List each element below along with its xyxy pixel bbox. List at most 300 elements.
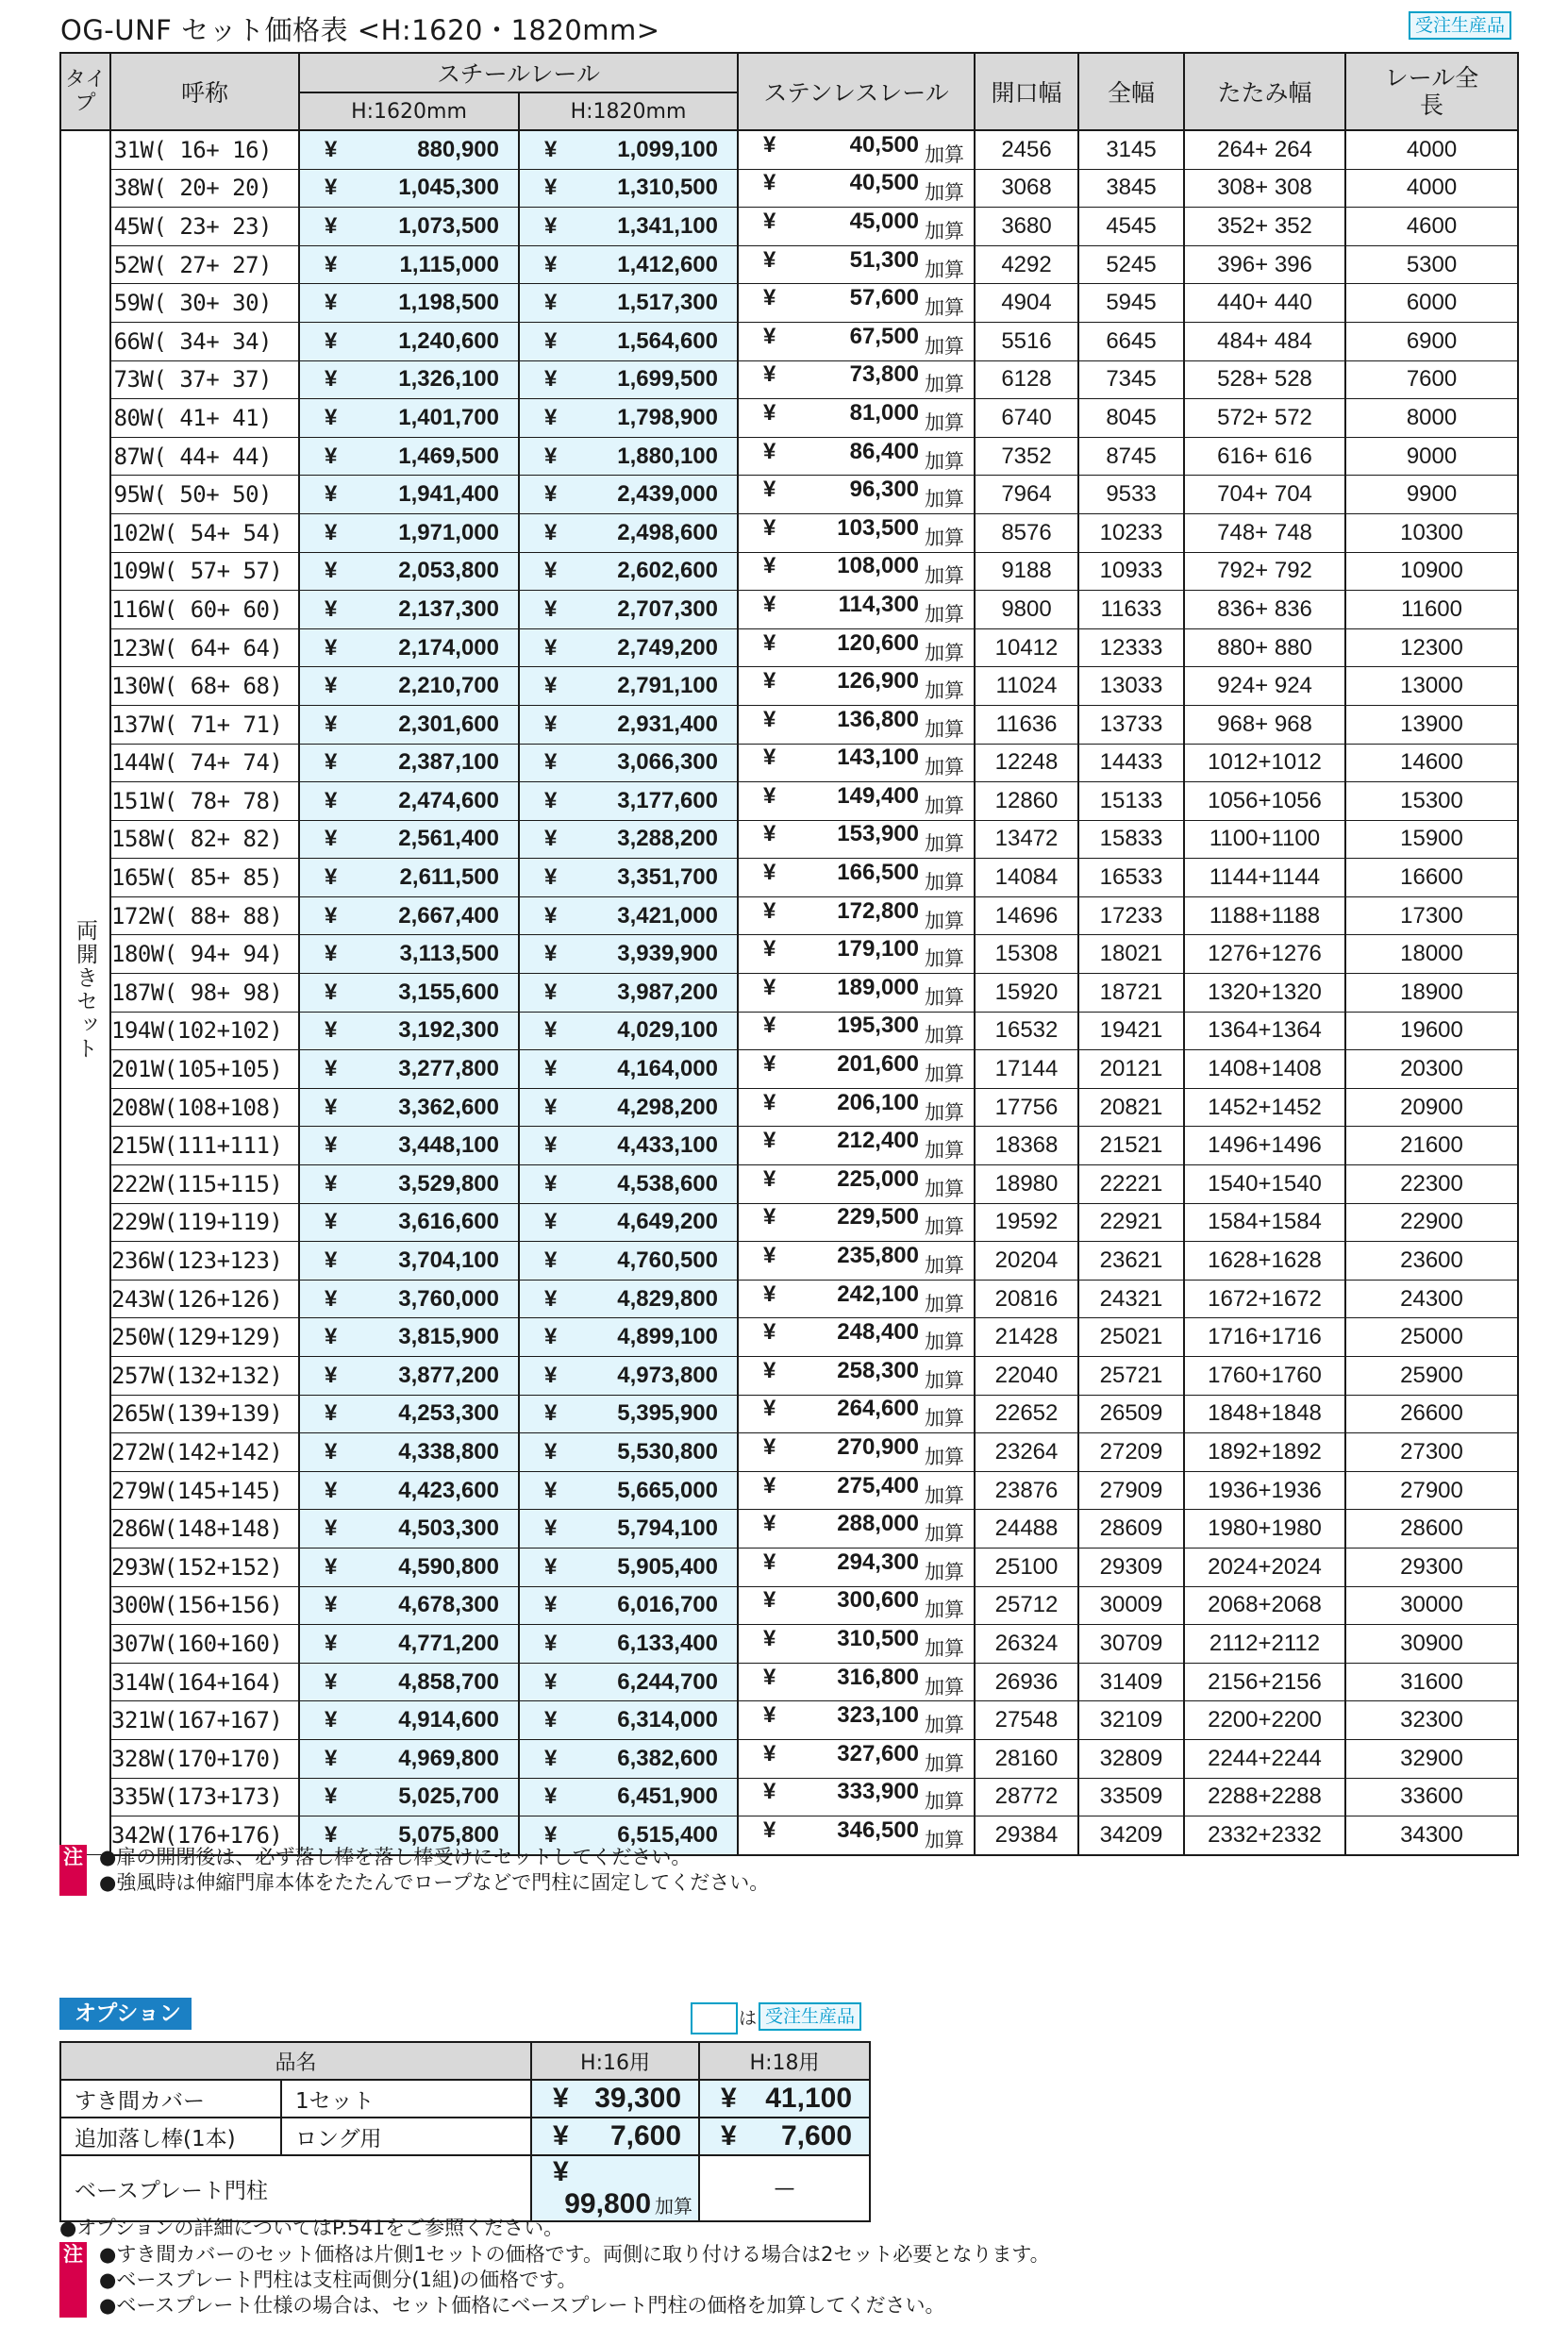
- folded-width: 968+ 968: [1184, 705, 1345, 744]
- rail-length: 9900: [1345, 476, 1518, 514]
- model-name: 307W(160+160): [110, 1625, 299, 1664]
- opt-spec: 1セット: [281, 2080, 531, 2118]
- total-width: 10933: [1078, 552, 1184, 591]
- folded-width: 2112+2112: [1184, 1625, 1345, 1664]
- total-width: 11633: [1078, 591, 1184, 629]
- stainless-addon: ¥ 加算 264,600: [738, 1395, 975, 1433]
- folded-width: 1012+1012: [1184, 744, 1345, 782]
- price-h1620: ¥ 3,277,800: [299, 1050, 519, 1089]
- price-h1820: ¥ 2,931,400: [519, 705, 738, 744]
- total-width: 32109: [1078, 1701, 1184, 1740]
- rail-length: 6900: [1345, 322, 1518, 360]
- price-h1620: ¥ 2,387,100: [299, 744, 519, 782]
- opening-width: 17144: [975, 1050, 1078, 1089]
- rail-length: 13900: [1345, 705, 1518, 744]
- price-h1620: ¥ 4,969,800: [299, 1739, 519, 1778]
- stainless-addon: ¥ 加算 51,300: [738, 245, 975, 284]
- stainless-addon: ¥ 加算 333,900: [738, 1778, 975, 1816]
- opening-width: 22040: [975, 1357, 1078, 1396]
- note-line: ●すき間カバーのセット価格は片側1セットの価格です。両側に取り付ける場合は2セット必要となります。: [99, 2243, 1050, 2266]
- total-width: 27209: [1078, 1433, 1184, 1472]
- opening-width: 23876: [975, 1471, 1078, 1510]
- price-h1820: ¥ 3,177,600: [519, 782, 738, 821]
- price-h1820: ¥ 2,439,000: [519, 476, 738, 514]
- rail-length: 22900: [1345, 1203, 1518, 1242]
- rail-length: 25000: [1345, 1318, 1518, 1357]
- table-row: [60, 437, 1518, 476]
- opt-spec: ロング用: [281, 2118, 531, 2155]
- folded-width: 1584+1584: [1184, 1203, 1345, 1242]
- folded-width: 264+ 264: [1184, 130, 1345, 169]
- price-h1820: ¥ 3,421,000: [519, 896, 738, 935]
- total-width: 12333: [1078, 628, 1184, 667]
- table-row: [60, 591, 1518, 629]
- price-h1820: ¥ 1,699,500: [519, 360, 738, 399]
- stainless-addon: ¥ 加算 126,900: [738, 667, 975, 706]
- folded-width: 440+ 440: [1184, 284, 1345, 323]
- model-name: 116W( 60+ 60): [110, 591, 299, 629]
- model-name: 279W(145+145): [110, 1471, 299, 1510]
- stainless-addon: ¥ 加算 166,500: [738, 859, 975, 897]
- table-row: [60, 896, 1518, 935]
- price-h1820: ¥ 4,298,200: [519, 1088, 738, 1127]
- model-name: 66W( 34+ 34): [110, 322, 299, 360]
- rail-length: 32300: [1345, 1701, 1518, 1740]
- stainless-addon: ¥ 加算 143,100: [738, 744, 975, 782]
- total-width: 32809: [1078, 1739, 1184, 1778]
- price-h1620: ¥ 3,362,600: [299, 1088, 519, 1127]
- model-name: 95W( 50+ 50): [110, 476, 299, 514]
- folded-width: 1848+1848: [1184, 1395, 1345, 1433]
- model-name: 52W( 27+ 27): [110, 245, 299, 284]
- header-opening-width: 開口幅: [975, 53, 1078, 130]
- price-h1620: ¥ 1,469,500: [299, 437, 519, 476]
- rail-length: 15300: [1345, 782, 1518, 821]
- price-h1820: ¥ 2,791,100: [519, 667, 738, 706]
- rail-length: 24300: [1345, 1280, 1518, 1318]
- table-row: [60, 820, 1518, 859]
- price-h1620: ¥ 3,529,800: [299, 1165, 519, 1204]
- table-row: [60, 476, 1518, 514]
- price-h1820: ¥ 3,939,900: [519, 935, 738, 974]
- total-width: 10233: [1078, 513, 1184, 552]
- total-width: 18721: [1078, 974, 1184, 1013]
- price-h1820: ¥ 6,133,400: [519, 1625, 738, 1664]
- table-row: [60, 1625, 1518, 1664]
- price-h1820: ¥ 2,749,200: [519, 628, 738, 667]
- note-line: ●ベースプレート仕様の場合は、セット価格にベースプレート門柱の価格を加算してください。: [99, 2294, 945, 2317]
- model-name: 31W( 16+ 16): [110, 130, 299, 169]
- price-h1620: ¥ 4,858,700: [299, 1663, 519, 1701]
- price-h1620: ¥ 3,155,600: [299, 974, 519, 1013]
- price-h1620: ¥ 1,401,700: [299, 399, 519, 438]
- page-title: OG-UNF セット価格表 <H:1620・1820mm>: [60, 14, 660, 46]
- opening-width: 23264: [975, 1433, 1078, 1472]
- note-line: ●強風時は伸縮門扉本体をたたんでロープなどで門柱に固定してください。: [99, 1871, 770, 1894]
- opening-width: 3068: [975, 169, 1078, 208]
- opt-name: ベースプレート門柱: [60, 2155, 531, 2221]
- stainless-addon: ¥ 加算 235,800: [738, 1242, 975, 1281]
- stainless-addon: ¥ 加算 120,600: [738, 628, 975, 667]
- opening-width: 29384: [975, 1816, 1078, 1855]
- rail-length: 10900: [1345, 552, 1518, 591]
- stainless-addon: ¥ 加算 81,000: [738, 399, 975, 438]
- price-h1820: ¥ 4,538,600: [519, 1165, 738, 1204]
- model-name: 187W( 98+ 98): [110, 974, 299, 1013]
- rail-length: 27300: [1345, 1433, 1518, 1472]
- folded-width: 880+ 880: [1184, 628, 1345, 667]
- price-h1820: ¥ 5,530,800: [519, 1433, 738, 1472]
- table-row: [60, 1050, 1518, 1089]
- model-name: 250W(129+129): [110, 1318, 299, 1357]
- folded-width: 1320+1320: [1184, 974, 1345, 1013]
- price-h1620: ¥ 3,877,200: [299, 1357, 519, 1396]
- price-h1820: ¥ 4,164,000: [519, 1050, 738, 1089]
- model-name: 328W(170+170): [110, 1739, 299, 1778]
- table-row: [60, 1127, 1518, 1165]
- rail-length: 19600: [1345, 1012, 1518, 1050]
- table-row: [60, 1357, 1518, 1396]
- price-h1620: ¥ 2,561,400: [299, 820, 519, 859]
- folded-width: 572+ 572: [1184, 399, 1345, 438]
- table-row: [60, 667, 1518, 706]
- rail-length: 17300: [1345, 896, 1518, 935]
- table-row: [60, 744, 1518, 782]
- table-row: [60, 130, 1518, 169]
- folded-width: 1716+1716: [1184, 1318, 1345, 1357]
- stainless-addon: ¥ 加算 229,500: [738, 1203, 975, 1242]
- folded-width: 2332+2332: [1184, 1816, 1345, 1855]
- price-h1820: ¥ 3,288,200: [519, 820, 738, 859]
- model-name: 229W(119+119): [110, 1203, 299, 1242]
- total-width: 30709: [1078, 1625, 1184, 1664]
- notes-section: [99, 1845, 769, 1896]
- price-h1620: ¥ 5,025,700: [299, 1778, 519, 1816]
- model-name: 194W(102+102): [110, 1012, 299, 1050]
- table-row: [60, 1395, 1518, 1433]
- opening-width: 21428: [975, 1318, 1078, 1357]
- price-h1820: ¥ 4,973,800: [519, 1357, 738, 1396]
- folded-width: 748+ 748: [1184, 513, 1345, 552]
- model-name: 236W(123+123): [110, 1242, 299, 1281]
- total-width: 34209: [1078, 1816, 1184, 1855]
- model-name: 59W( 30+ 30): [110, 284, 299, 323]
- folded-width: 1760+1760: [1184, 1357, 1345, 1396]
- price-h1620: ¥ 3,192,300: [299, 1012, 519, 1050]
- price-h1620: ¥ 4,423,600: [299, 1471, 519, 1510]
- table-row: [60, 1510, 1518, 1549]
- folded-width: 2244+2244: [1184, 1739, 1345, 1778]
- stainless-addon: ¥ 加算 346,500: [738, 1816, 975, 1855]
- rail-length: 7600: [1345, 360, 1518, 399]
- opening-width: 15920: [975, 974, 1078, 1013]
- stainless-addon: ¥ 加算 310,500: [738, 1625, 975, 1664]
- model-name: 215W(111+111): [110, 1127, 299, 1165]
- price-h1820: ¥ 6,314,000: [519, 1701, 738, 1740]
- rail-length: 20900: [1345, 1088, 1518, 1127]
- header-name: 呼称: [110, 53, 299, 130]
- model-name: 144W( 74+ 74): [110, 744, 299, 782]
- price-h1620: ¥ 2,667,400: [299, 896, 519, 935]
- folded-width: 1628+1628: [1184, 1242, 1345, 1281]
- total-width: 23621: [1078, 1242, 1184, 1281]
- stainless-addon: ¥ 加算 40,500: [738, 169, 975, 208]
- rail-length: 5300: [1345, 245, 1518, 284]
- price-h1620: ¥ 1,941,400: [299, 476, 519, 514]
- opening-width: 14696: [975, 896, 1078, 935]
- opening-width: 2456: [975, 130, 1078, 169]
- folded-width: 396+ 396: [1184, 245, 1345, 284]
- total-width: 30009: [1078, 1586, 1184, 1625]
- price-h1620: ¥ 2,210,700: [299, 667, 519, 706]
- table-row: [60, 1433, 1518, 1472]
- rail-length: 34300: [1345, 1816, 1518, 1855]
- stainless-addon: ¥ 加算 114,300: [738, 591, 975, 629]
- table-row: [60, 1548, 1518, 1586]
- opt-name: 追加落し棒(1本): [60, 2118, 281, 2155]
- price-h1620: ¥ 4,771,200: [299, 1625, 519, 1664]
- price-h1820: ¥ 3,066,300: [519, 744, 738, 782]
- total-width: 26509: [1078, 1395, 1184, 1433]
- options-notes: [99, 2242, 1050, 2319]
- opt-price-h16: ¥ 7,600: [531, 2118, 699, 2155]
- opening-width: 28772: [975, 1778, 1078, 1816]
- table-row: [60, 1778, 1518, 1816]
- price-h1820: ¥ 5,905,400: [519, 1548, 738, 1586]
- opening-width: 6740: [975, 399, 1078, 438]
- price-h1620: ¥ 4,678,300: [299, 1586, 519, 1625]
- stainless-addon: ¥ 加算 212,400: [738, 1127, 975, 1165]
- stainless-addon: ¥ 加算 96,300: [738, 476, 975, 514]
- model-name: 321W(167+167): [110, 1701, 299, 1740]
- price-h1620: ¥ 2,053,800: [299, 552, 519, 591]
- stainless-addon: ¥ 加算 294,300: [738, 1548, 975, 1586]
- price-h1620: ¥ 3,616,600: [299, 1203, 519, 1242]
- folded-width: 2200+2200: [1184, 1701, 1345, 1740]
- opt-name: すき間カバー: [60, 2080, 281, 2118]
- price-h1820: ¥ 1,517,300: [519, 284, 738, 323]
- price-h1820: ¥ 6,016,700: [519, 1586, 738, 1625]
- model-name: 180W( 94+ 94): [110, 935, 299, 974]
- price-h1620: ¥ 4,253,300: [299, 1395, 519, 1433]
- price-h1820: ¥ 5,665,000: [519, 1471, 738, 1510]
- stainless-addon: ¥ 加算 288,000: [738, 1510, 975, 1549]
- price-h1620: ¥ 1,198,500: [299, 284, 519, 323]
- rail-length: 6000: [1345, 284, 1518, 323]
- opening-width: 13472: [975, 820, 1078, 859]
- model-name: 286W(148+148): [110, 1510, 299, 1549]
- rail-length: 32900: [1345, 1739, 1518, 1778]
- stainless-addon: ¥ 加算 153,900: [738, 820, 975, 859]
- price-h1820: ¥ 6,244,700: [519, 1663, 738, 1701]
- stainless-addon: ¥ 加算 248,400: [738, 1318, 975, 1357]
- opt-price-h18: ¥ 41,100: [699, 2080, 870, 2118]
- rail-length: 13000: [1345, 667, 1518, 706]
- stainless-addon: ¥ 加算 45,000: [738, 208, 975, 246]
- opt-price-h18: ¥ 7,600: [699, 2118, 870, 2155]
- total-width: 8045: [1078, 399, 1184, 438]
- price-h1620: ¥ 3,113,500: [299, 935, 519, 974]
- price-h1820: ¥ 1,798,900: [519, 399, 738, 438]
- folded-width: 704+ 704: [1184, 476, 1345, 514]
- opening-width: 14084: [975, 859, 1078, 897]
- header-type: タイプ: [60, 53, 110, 130]
- rail-length: 14600: [1345, 744, 1518, 782]
- opening-width: 12248: [975, 744, 1078, 782]
- folded-width: 1364+1364: [1184, 1012, 1345, 1050]
- total-width: 22921: [1078, 1203, 1184, 1242]
- model-name: 172W( 88+ 88): [110, 896, 299, 935]
- header-folded-width: たたみ幅: [1184, 53, 1345, 130]
- rail-length: 33600: [1345, 1778, 1518, 1816]
- total-width: 5245: [1078, 245, 1184, 284]
- opening-width: 3680: [975, 208, 1078, 246]
- model-name: 158W( 82+ 82): [110, 820, 299, 859]
- legend-text: は: [739, 2008, 758, 2029]
- rail-length: 10300: [1345, 513, 1518, 552]
- folded-width: 352+ 352: [1184, 208, 1345, 246]
- header-h1820: H:1820mm: [519, 92, 738, 130]
- model-name: 80W( 41+ 41): [110, 399, 299, 438]
- total-width: 33509: [1078, 1778, 1184, 1816]
- model-name: 222W(115+115): [110, 1165, 299, 1204]
- model-name: 201W(105+105): [110, 1050, 299, 1089]
- model-name: 243W(126+126): [110, 1280, 299, 1318]
- stainless-addon: ¥ 加算 323,100: [738, 1701, 975, 1740]
- options-label: オプション: [59, 1998, 192, 2030]
- total-width: 7345: [1078, 360, 1184, 399]
- table-row: [60, 782, 1518, 821]
- price-h1820: ¥ 1,341,100: [519, 208, 738, 246]
- model-name: 102W( 54+ 54): [110, 513, 299, 552]
- rail-length: 18000: [1345, 935, 1518, 974]
- model-name: 38W( 20+ 20): [110, 169, 299, 208]
- header-h1620: H:1620mm: [299, 92, 519, 130]
- type-label: 両開きセット: [60, 130, 110, 1855]
- table-row: [60, 1586, 1518, 1625]
- rail-length: 16600: [1345, 859, 1518, 897]
- price-h1820: ¥ 4,829,800: [519, 1280, 738, 1318]
- price-h1620: ¥ 3,815,900: [299, 1318, 519, 1357]
- opening-width: 25712: [975, 1586, 1078, 1625]
- price-h1620: ¥ 2,474,600: [299, 782, 519, 821]
- model-name: 123W( 64+ 64): [110, 628, 299, 667]
- model-name: 265W(139+139): [110, 1395, 299, 1433]
- rail-length: 8000: [1345, 399, 1518, 438]
- stainless-addon: ¥ 加算 316,800: [738, 1663, 975, 1701]
- folded-width: 1056+1056: [1184, 782, 1345, 821]
- price-table: [59, 52, 1519, 1856]
- price-h1620: ¥ 4,914,600: [299, 1701, 519, 1740]
- model-name: 314W(164+164): [110, 1663, 299, 1701]
- total-width: 25021: [1078, 1318, 1184, 1357]
- price-h1620: ¥ 4,338,800: [299, 1433, 519, 1472]
- model-name: 272W(142+142): [110, 1433, 299, 1472]
- table-row: [60, 1701, 1518, 1740]
- price-h1820: ¥ 1,412,600: [519, 245, 738, 284]
- total-width: 31409: [1078, 1663, 1184, 1701]
- folded-width: 1496+1496: [1184, 1127, 1345, 1165]
- table-row: [60, 169, 1518, 208]
- folded-width: 2288+2288: [1184, 1778, 1345, 1816]
- table-row: [60, 859, 1518, 897]
- table-row: [60, 1471, 1518, 1510]
- model-name: 137W( 71+ 71): [110, 705, 299, 744]
- folded-width: 1936+1936: [1184, 1471, 1345, 1510]
- price-h1820: ¥ 3,351,700: [519, 859, 738, 897]
- price-h1620: ¥ 3,704,100: [299, 1242, 519, 1281]
- rail-length: 4000: [1345, 169, 1518, 208]
- rail-length: 30900: [1345, 1625, 1518, 1664]
- model-name: 73W( 37+ 37): [110, 360, 299, 399]
- total-width: 19421: [1078, 1012, 1184, 1050]
- model-name: 257W(132+132): [110, 1357, 299, 1396]
- opening-width: 26936: [975, 1663, 1078, 1701]
- table-row: [60, 1739, 1518, 1778]
- price-h1820: ¥ 5,794,100: [519, 1510, 738, 1549]
- rail-length: 29300: [1345, 1548, 1518, 1586]
- total-width: 25721: [1078, 1357, 1184, 1396]
- total-width: 28609: [1078, 1510, 1184, 1549]
- table-row: [60, 245, 1518, 284]
- legend-swatch: [691, 2002, 738, 2034]
- folded-width: 1408+1408: [1184, 1050, 1345, 1089]
- folded-width: 1188+1188: [1184, 896, 1345, 935]
- total-width: 18021: [1078, 935, 1184, 974]
- rail-length: 4600: [1345, 208, 1518, 246]
- model-name: 293W(152+152): [110, 1548, 299, 1586]
- opening-width: 9800: [975, 591, 1078, 629]
- opening-width: 4904: [975, 284, 1078, 323]
- rail-length: 21600: [1345, 1127, 1518, 1165]
- note-label: 注: [59, 2242, 87, 2318]
- opt-price-h16: ¥ 39,300: [531, 2080, 699, 2118]
- opening-width: 20816: [975, 1280, 1078, 1318]
- opt-header-name: 品名: [60, 2042, 531, 2080]
- made-to-order-badge: 受注生産品: [759, 2002, 861, 2031]
- total-width: 27909: [1078, 1471, 1184, 1510]
- folded-width: 308+ 308: [1184, 169, 1345, 208]
- total-width: 4545: [1078, 208, 1184, 246]
- model-name: 151W( 78+ 78): [110, 782, 299, 821]
- opening-width: 7964: [975, 476, 1078, 514]
- price-h1620: ¥ 2,137,300: [299, 591, 519, 629]
- stainless-addon: ¥ 加算 57,600: [738, 284, 975, 323]
- price-h1620: ¥ 1,240,600: [299, 322, 519, 360]
- total-width: 9533: [1078, 476, 1184, 514]
- header-rail-length: レール全長: [1345, 53, 1518, 130]
- opening-width: 17756: [975, 1088, 1078, 1127]
- stainless-addon: ¥ 加算 103,500: [738, 513, 975, 552]
- opening-width: 5516: [975, 322, 1078, 360]
- price-h1820: ¥ 4,760,500: [519, 1242, 738, 1281]
- opening-width: 6128: [975, 360, 1078, 399]
- table-row: [60, 1280, 1518, 1318]
- stainless-addon: ¥ 加算 275,400: [738, 1471, 975, 1510]
- total-width: 6645: [1078, 322, 1184, 360]
- model-name: 335W(173+173): [110, 1778, 299, 1816]
- price-h1620: ¥ 1,115,000: [299, 245, 519, 284]
- table-row: [60, 974, 1518, 1013]
- opening-width: 4292: [975, 245, 1078, 284]
- model-name: 109W( 57+ 57): [110, 552, 299, 591]
- stainless-addon: ¥ 加算 201,600: [738, 1050, 975, 1089]
- price-h1620: ¥ 5,075,800: [299, 1816, 519, 1855]
- opening-width: 15308: [975, 935, 1078, 974]
- opening-width: 10412: [975, 628, 1078, 667]
- rail-length: 9000: [1345, 437, 1518, 476]
- opt-price-h18: —: [699, 2155, 870, 2221]
